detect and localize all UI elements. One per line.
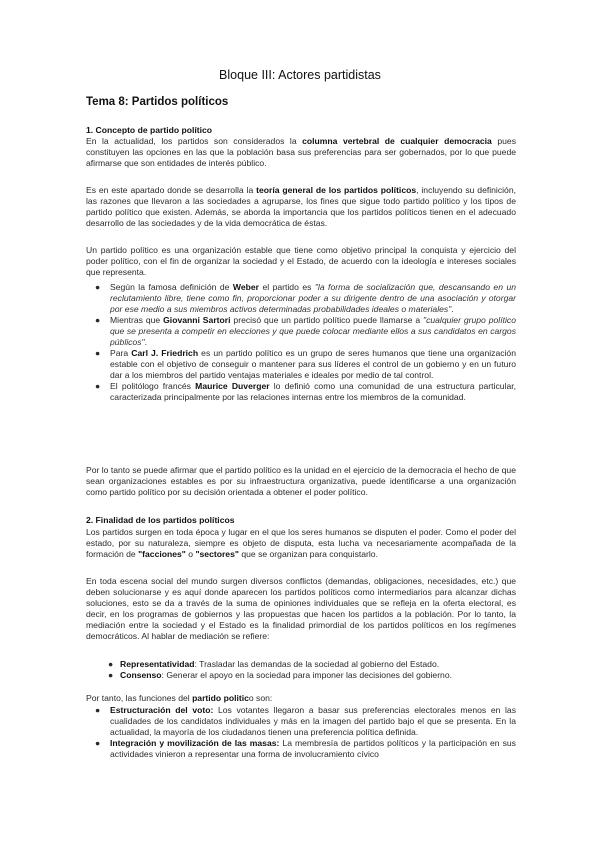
list-item: ● Para Carl J. Friedrich es un partido político es un grupo de seres humanos que tiene una organización estable con el objetivo de conseguir o mantener para sus líderes el control de un gobierno y en un futuro dar a los miembros del partido ventajas materiales e ideales por medio de tal control. [95, 348, 516, 380]
bullet-icon: ● [95, 282, 101, 292]
bullet-icon: ● [95, 705, 101, 715]
section-2-paragraph-3: Por tanto, las funciones del partido politico son: [86, 693, 273, 703]
document-title: Bloque III: Actores partidistas [219, 68, 381, 82]
section-1-paragraph-2: Es en este apartado donde se desarrolla la teoría general de los partidos políticos, incluyendo su definición, las razones que llevaron a las sociedades a agruparse, los fines que sigue todo partido político y los tipos de partido político que existen. Además, se aborda la importancia que los partidos políticos tienen en el adecuado desarrollo de las sociedades y de la vida democrática de éstas. [86, 185, 516, 228]
functions-list [86, 705, 516, 760]
section-1-paragraph-3: Un partido político es una organización estable que tiene como objetivo principal la conquista y ejercicio del poder político, con el fin de organizar la sociedad y el Estado, de acuerdo con la ideología e intereses sociales que representa. [86, 245, 516, 277]
list-item: ● El politólogo francés Maurice Duverger lo definió como una comunidad de una estructura particular, caracterizada principalmente por las relaciones internas entre los miembros de la comunidad. [95, 381, 516, 402]
section-2-paragraph-1: Los partidos surgen en toda época y lugar en el que los seres humanos se disputen el poder. Como el poder del estado, por su naturaleza, siempre es objeto de disputa, esta lucha va necesariamente acompañada de la formación de "facciones" o "sectores" que se organizan para conquistarlo. [86, 527, 516, 559]
bullet-icon: ● [95, 315, 101, 325]
section-1-paragraph-4: Por lo tanto se puede afirmar que el partido político es la unidad en el ejercicio de la democracia el hecho de que sean organizaciones estables es por su infraestructura organizativa, puede identificarse a una organización como partido político por su decisión orientada a obtener el poder político. [86, 465, 516, 497]
bullet-icon: ● [108, 659, 114, 669]
section-2-paragraph-2: En toda escena social del mundo surgen diversos conflictos (demandas, obligaciones, necesidades, etc.) que deben solucionarse y es aquí donde aparecen los partidos políticos como intermediarios para alcanzar dichas soluciones, esto se da a través de la suma de opiniones individuales que se refleja en la oferta electoral, es decir, en los programas de gobiernos y las propuestas que hacen los partidos a la población. Por lo tanto, la mediación entre la sociedad y el Estado es la finalidad primordial de los partidos políticos en los regímenes democráticos. Al hablar de mediación se refiere: [86, 576, 516, 641]
list-item: ● Representatividad: Trasladar las demandas de la sociedad al gobierno del Estado. [108, 659, 440, 669]
bullet-icon: ● [95, 738, 101, 748]
mediation-list [86, 659, 516, 681]
list-item: ● Según la famosa definición de Weber el partido es "la forma de socialización que, descansando en un reclutamiento libre, tiene como fin, proporcionar poder a su dirigente dentro de una asociación y otorgar por ese medio a sus miembros activos determinadas probabilidades ideales o materiales". [95, 282, 517, 314]
list-item: ● Estructuración del voto: Los votantes llegaron a basar sus preferencias electorales menos en las cualidades de los candidatos individuales y más en la imagen del partido bajo el que se presenta. En la actualidad, la mayoría de los ciudadanos tienen una preferencia política definida. [95, 705, 516, 737]
bullet-icon: ● [108, 670, 114, 680]
section-2-heading: 2. Finalidad de los partidos políticos [86, 515, 235, 525]
list-item: ● Integración y movilización de las masas: La membresía de partidos políticos y la participación en sus actividades vinieron a representar una forma de involucramiento cívico [95, 738, 516, 759]
section-1-heading: 1. Concepto de partido político [86, 125, 213, 135]
bullet-icon: ● [95, 381, 101, 391]
definitions-list [86, 282, 516, 403]
bullet-icon: ● [95, 348, 101, 358]
list-item: ● Consenso: Generar el apoyo en la sociedad para imponer las decisiones del gobierno. [108, 670, 453, 680]
list-item: ● Mientras que Giovanni Sartori precisó que un partido político puede llamarse a "cualquier grupo político que se presenta a competir en elecciones y que puede colocar mediante ellos a sus candidatos en cargos públicos". [95, 315, 516, 347]
topic-heading: Tema 8: Partidos políticos [86, 96, 229, 108]
section-1-paragraph-1: En la actualidad, los partidos son considerados la columna vertebral de cualquier democracia pues constituyen las opciones en las que la población basa sus preferencias para ser gobernados, por lo que puede afirmarse que son entidades de interés público. [86, 136, 516, 168]
